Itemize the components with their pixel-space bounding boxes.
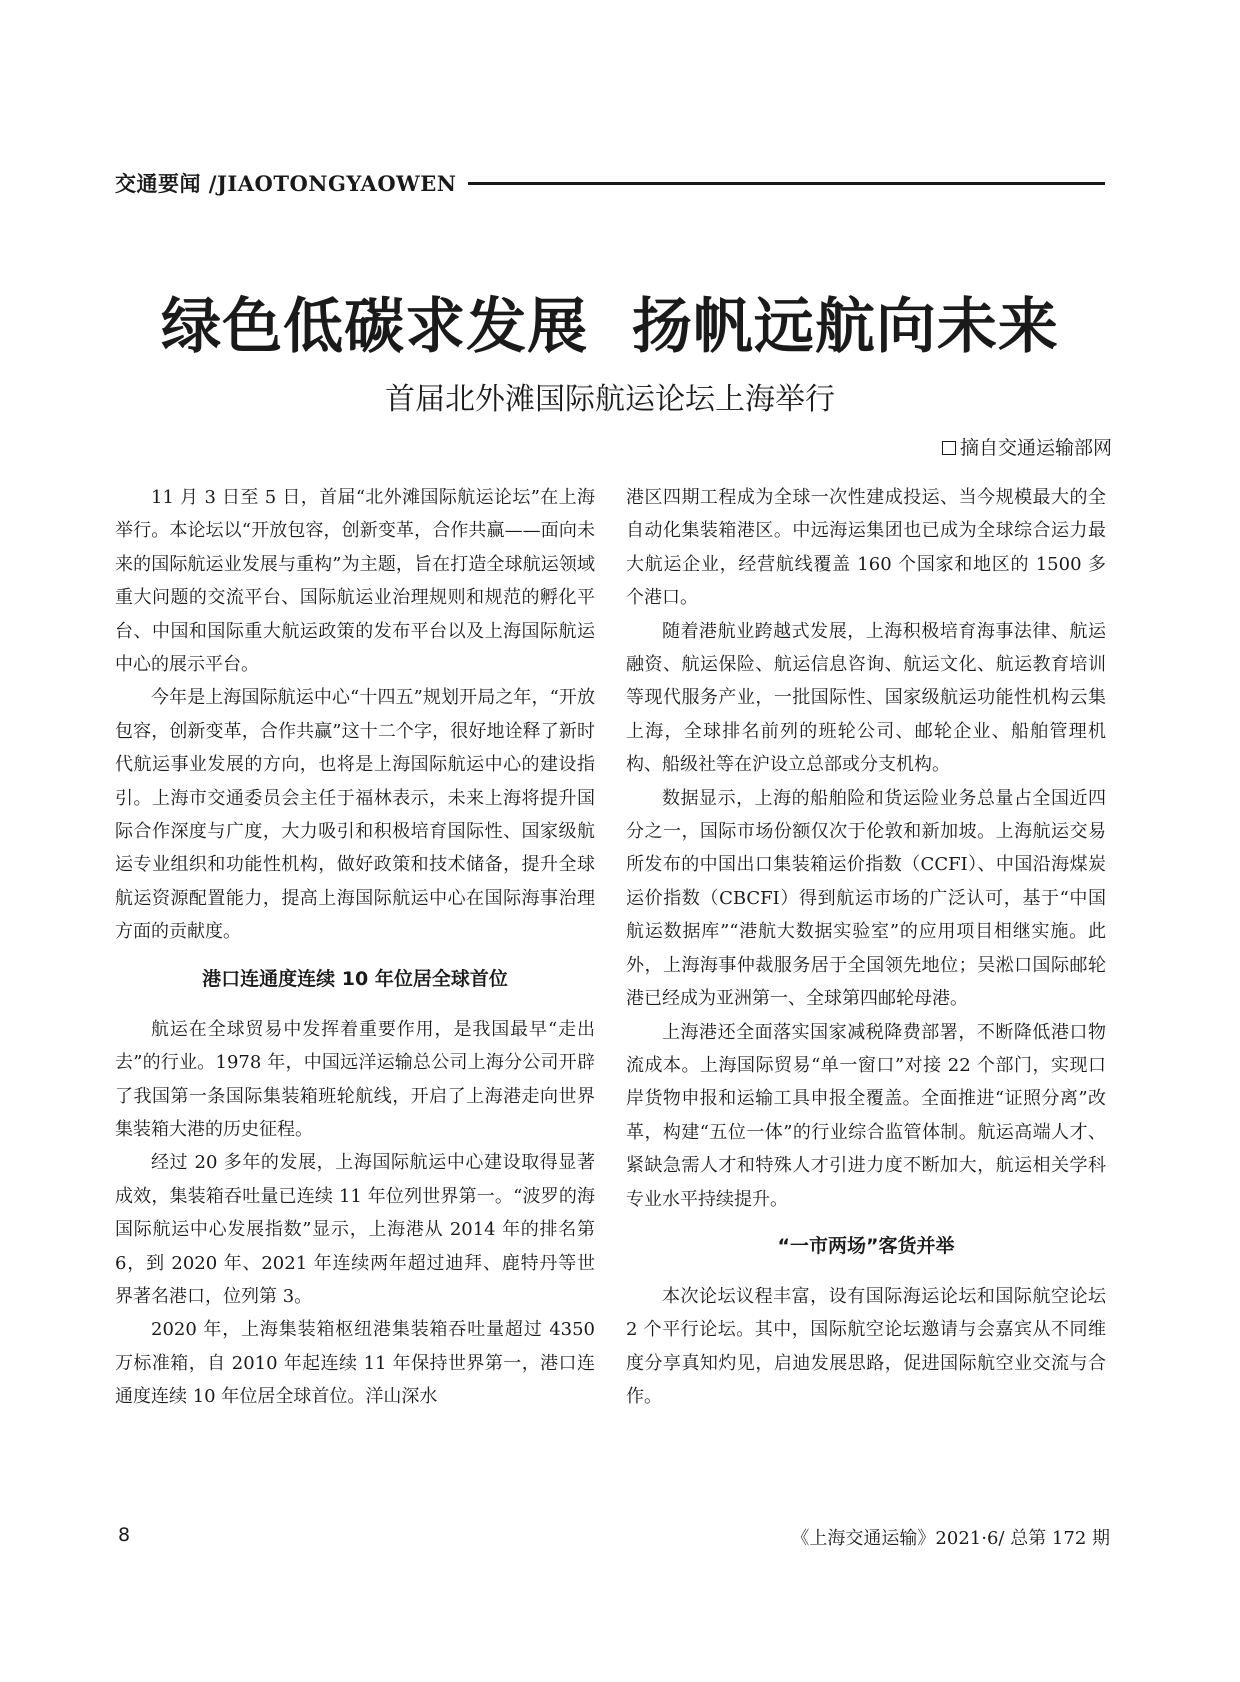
header-rule bbox=[468, 182, 1105, 185]
paragraph: 11 月 3 日至 5 日，首届“北外滩国际航运论坛”在上海举行。本论坛以“开放包容，创新变革，合作共赢——面向未来的国际航运业发展与重构”为主题，旨在打造全球航运领域重大问题的交流平台、国际航运业治理规则和规范的孵化平台、中国和国际重大航运政策的发布平台以及上海国际航运中心的展示平台。 bbox=[115, 487, 595, 676]
paragraph: 数据显示，上海的船舶险和货运险业务总量占全国近四分之一，国际市场份额仅次于伦敦和新加坡。上海航运交易所发布的中国出口集装箱运价指数（CCFI）、中国沿海煤炭运价指数（CBCFI）得到航运市场的广泛认可，基于“中国航运数据库”“港航大数据实验室”的应用项目相继实施。此外，上海海事仲裁服务居于全国领先地位；吴淞口国际邮轮港已经成为亚洲第一、全球第四邮轮母港。 bbox=[626, 787, 1106, 1010]
source-text: 摘自交通运输部网 bbox=[959, 437, 1112, 459]
left-column bbox=[115, 481, 595, 1414]
page-header bbox=[115, 168, 1105, 198]
paragraph: 上海港还全面落实国家减税降费部署，不断降低港口物流成本。上海国际贸易“单一窗口”对接 22 个部门，实现口岸货物申报和运输工具申报全覆盖。全面推进“证照分离”改革，构建“五位一体”的行业综合监管体制。航运高端人才、紧缺急需人才和特殊人才引进力度不断加大，航运相关学科专业水平持续提升。 bbox=[626, 1021, 1106, 1210]
section-heading: 港口连通度连续 10 年位居全球首位 bbox=[202, 967, 508, 990]
article-title: 绿色低碳求发展 扬帆远航向未来 bbox=[161, 292, 1059, 362]
paragraph: 今年是上海国际航运中心“十四五”规划开局之年，“开放包容，创新变革，合作共赢”这十二个字，很好地诠释了新时代航运事业发展的方向，也将是上海国际航运中心的建设指引。上海市交通委员会主任于福林表示，未来上海将提升国际合作深度与广度，大力吸引和积极培育国际性、国家级航运专业组织和功能性机构，做好政策和技术储备，提升全球航运资源配置能力，提高上海国际航运中心在国际海事治理方面的贡献度。 bbox=[115, 687, 595, 943]
paragraph: 航运在全球贸易中发挥着重要作用，是我国最早“走出去”的行业。1978 年，中国远洋运输总公司上海分公司开辟了我国第一条国际集装箱班轮航线，开启了上海港走向世界集装箱大港的历史征程。 bbox=[115, 1018, 595, 1140]
paragraph: 本次论坛议程丰富，设有国际海运论坛和国际航空论坛 2 个平行论坛。其中，国际航空论坛邀请与会嘉宾从不同维度分享真知灼见，启迪发展思路，促进国际航空业交流与合作。 bbox=[626, 1285, 1106, 1408]
source-box-icon bbox=[942, 441, 956, 455]
right-column bbox=[626, 481, 1106, 1414]
paragraph: 2020 年，上海集装箱枢纽港集装箱吞吐量超过 4350 万标准箱，自 2010 年起连续 11 年保持世界第一，港口连通度连续 10 年位居全球首位。洋山深水 bbox=[115, 1319, 595, 1408]
section-label: 交通要闻 /JIAOTONGYAOWEN bbox=[115, 171, 457, 196]
section-heading: “一市两场”客货并举 bbox=[777, 1234, 955, 1257]
article-subtitle: 首届北外滩国际航运论坛上海举行 bbox=[385, 382, 835, 417]
article-source bbox=[942, 434, 1112, 462]
paragraph-continued: 港区四期工程成为全球一次性建成投运、当今规模最大的全自动化集装箱港区。中远海运集团也已成为全球综合运力最大航运企业，经营航线覆盖 160 个国家和地区的 1500 多个港口。 bbox=[626, 487, 1106, 609]
page-number: 8 bbox=[118, 1524, 131, 1546]
paragraph: 随着港航业跨越式发展，上海积极培育海事法律、航运融资、航运保险、航运信息咨询、航运文化、航运教育培训等现代服务产业，一批国际性、国家级航运功能性机构云集上海，全球排名前列的班轮公司、邮轮企业、船舶管理机构、船级社等在沪设立总部或分支机构。 bbox=[626, 620, 1106, 776]
paragraph: 经过 20 多年的发展，上海国际航运中心建设取得显著成效，集装箱吞吐量已连续 11 年位列世界第一。“波罗的海国际航运中心发展指数”显示，上海港从 2014 年的排名第 6，到 2020 年、2021 年连续两年超过迪拜、鹿特丹等世界著名港口，位列第 3。 bbox=[115, 1152, 595, 1307]
journal-citation: 《上海交通运输》2021·6/ 总第 172 期 bbox=[791, 1528, 1110, 1549]
